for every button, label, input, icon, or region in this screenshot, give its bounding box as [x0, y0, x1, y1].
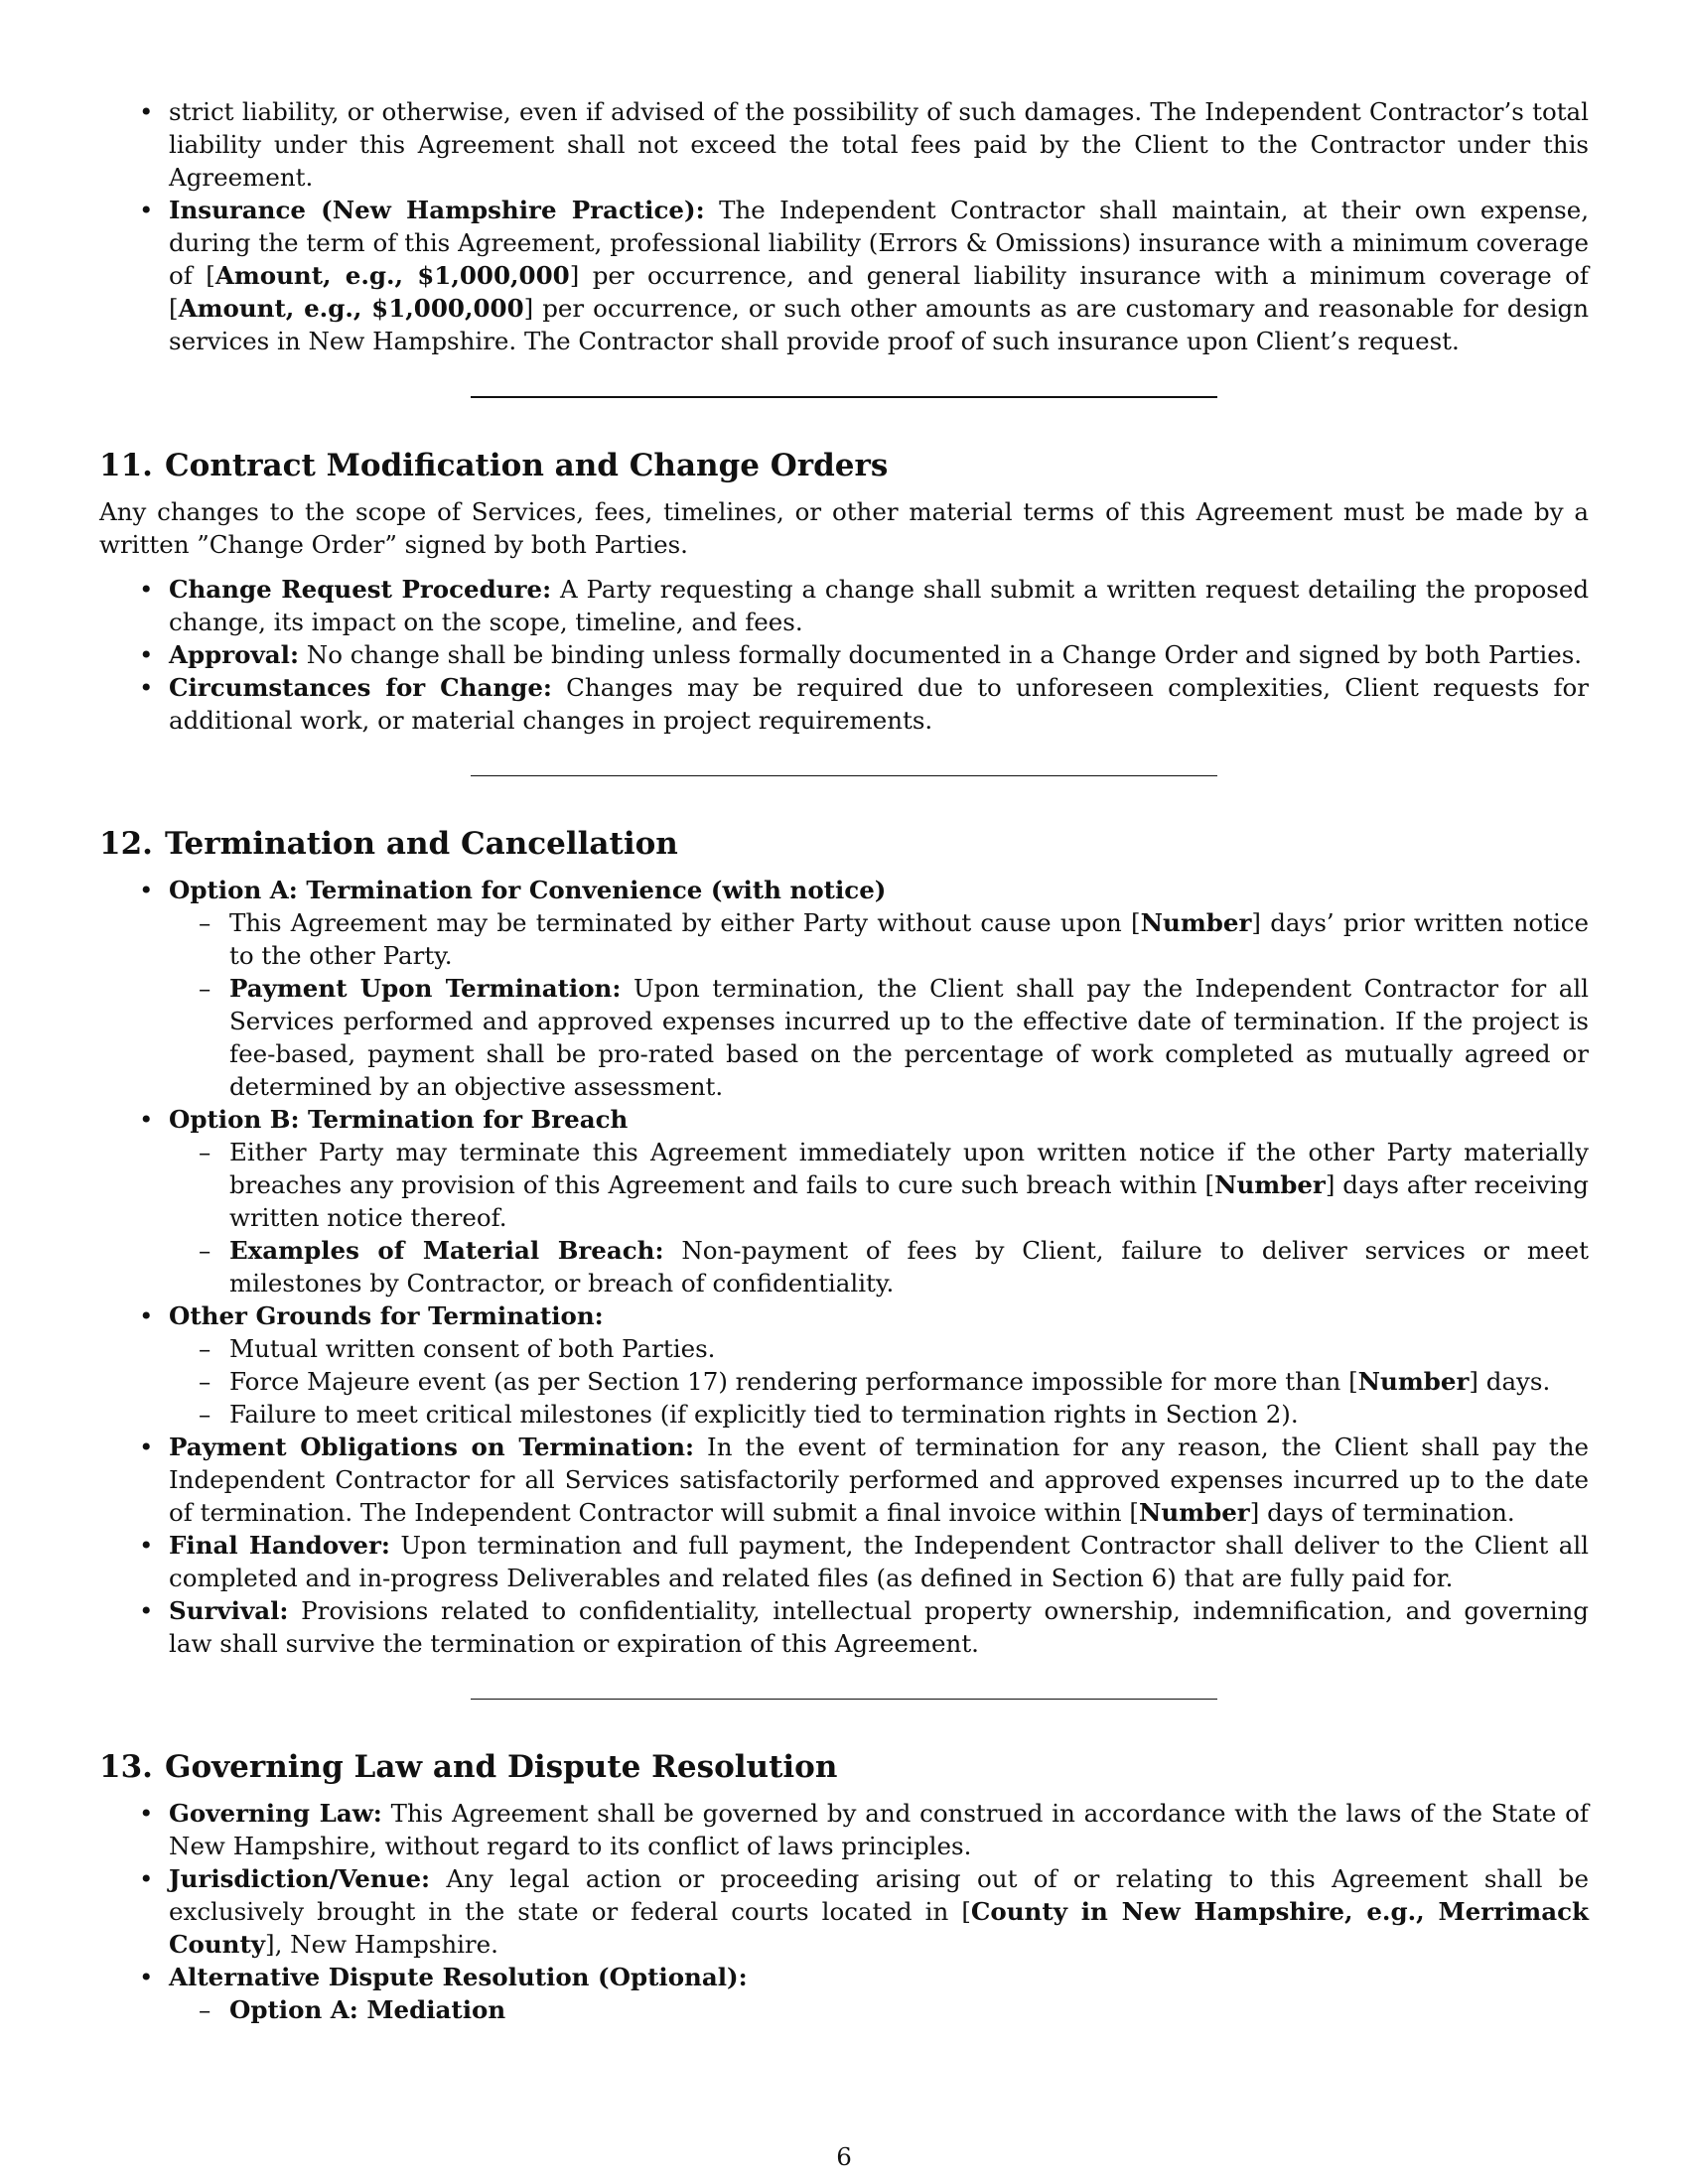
- sub-item-text: Failure to meet critical milestones (if explicitly tied to termination rights in Section 2).: [229, 1400, 1299, 1429]
- sub-item-text: ] days.: [1469, 1367, 1551, 1396]
- list-item-survival: [99, 1594, 1589, 1660]
- item-text: In the event of termination for any reason, the Client shall pay the Independent Contractor for all Services satisfactorily performed and approved expenses incurred up to the date of termination. The Independent Contractor will submit a final invoice within [: [169, 1433, 1589, 1527]
- list-item-option-a: [99, 874, 1589, 1103]
- item-text: Upon termination and full payment, the Independent Contractor shall deliver to the Client all completed and in-progress Deliverables and related files (as defined in Section 6) that are fully paid for.: [169, 1531, 1589, 1592]
- section-12-heading: [99, 824, 1589, 864]
- section-13-heading: [99, 1747, 1589, 1787]
- insurance-amount-1: Amount, e.g., $1,000,000: [214, 261, 570, 290]
- sub-item-text: ] days’ prior written notice to the other Party.: [229, 908, 1590, 970]
- item-text: No change shall be binding unless formally documented in a Change Order and signed by both Parties.: [298, 640, 1583, 669]
- sub-item-text: Mutual written consent of both Parties.: [229, 1334, 716, 1363]
- list-item-adr: [99, 1961, 1589, 2026]
- list-item-venue: [99, 1862, 1589, 1961]
- sub-item-label: Option A: Mediation: [229, 1995, 506, 2024]
- item-label: Option A: Termination for Convenience (with notice): [169, 876, 887, 904]
- item-label: Approval:: [169, 640, 299, 669]
- placeholder-number: Number: [1140, 908, 1252, 937]
- sub-item: [169, 1234, 1589, 1299]
- sub-item-text: This Agreement may be terminated by either Party without cause upon [: [229, 908, 1141, 937]
- section-12-list: [99, 874, 1589, 1660]
- sub-item-text: Non-payment of fees by Client, failure to deliver services or meet milestones by Contractor, or breach of confidentiality.: [229, 1236, 1589, 1297]
- list-item-other-grounds: [99, 1299, 1589, 1431]
- list-item: [99, 573, 1589, 638]
- sub-item: [169, 1993, 1589, 2026]
- item-text: Provisions related to confidentiality, intellectual property ownership, indemnification, and governing law shall survive the termination or expiration of this Agreement.: [169, 1596, 1589, 1658]
- placeholder-number: Number: [1138, 1498, 1250, 1527]
- list-item: [99, 638, 1589, 671]
- item-text: Changes may be required due to unforeseen complexities, Client requests for additional work, or material changes in project requirements.: [169, 673, 1589, 735]
- item-label: Circumstances for Change:: [169, 673, 552, 702]
- sub-item: [169, 1332, 1589, 1365]
- item-label: Survival:: [169, 1596, 289, 1625]
- sub-list: [169, 1332, 1589, 1431]
- sub-item: [169, 1136, 1589, 1234]
- item-label: Option B: Termination for Breach: [169, 1105, 629, 1134]
- carryover-text: strict liability, or otherwise, even if advised of the possibility of such damages. The Independent Contractor’s total liability under this Agreement shall not exceed the total fees paid by the Client to the Contractor under this Agreement.: [169, 97, 1589, 192]
- placeholder-number: Number: [1357, 1367, 1470, 1396]
- sub-list: [169, 1136, 1589, 1299]
- section-title: Termination and Cancellation: [165, 826, 678, 862]
- sub-item: [169, 1365, 1589, 1398]
- list-item-payment: [99, 1431, 1589, 1529]
- section-title: Contract Modification and Change Orders: [165, 448, 889, 483]
- sub-item: [169, 972, 1589, 1103]
- list-item: [99, 95, 1589, 194]
- sub-list: [169, 906, 1589, 1103]
- insurance-text-1: The Independent Contractor shall maintain, at their own expense, during the term of this Agreement, professional liability (Errors & Omissions) insurance with a minimum coverage of [: [169, 196, 1589, 290]
- sub-item-text: Force Majeure event (as per Section 17) rendering performance impossible for more than [: [229, 1367, 1358, 1396]
- section-11-list: [99, 573, 1589, 737]
- sub-item-text: ] days after receiving written notice thereof.: [229, 1170, 1589, 1232]
- section-divider: [471, 396, 1217, 398]
- section-number: 13.: [99, 1749, 153, 1785]
- section-divider: [471, 775, 1217, 776]
- item-label: Other Grounds for Termination:: [169, 1301, 604, 1330]
- document-page: [99, 95, 1589, 2026]
- item-label: Final Handover:: [169, 1531, 390, 1560]
- section-13-list: [99, 1797, 1589, 2026]
- item-label: Alternative Dispute Resolution (Optional):: [169, 1963, 748, 1991]
- item-label: Change Request Procedure:: [169, 575, 552, 604]
- section-divider: [471, 1699, 1217, 1700]
- item-text: This Agreement shall be governed by and construed in accordance with the laws of the State of New Hampshire, without regard to its conflict of laws principles.: [169, 1799, 1589, 1860]
- sub-item: [169, 1398, 1589, 1431]
- item-label: Governing Law:: [169, 1799, 382, 1828]
- list-item: [99, 671, 1589, 737]
- insurance-label: Insurance (New Hampshire Practice):: [169, 196, 705, 224]
- section-title: Governing Law and Dispute Resolution: [165, 1749, 838, 1785]
- placeholder-number: Number: [1214, 1170, 1326, 1199]
- sub-item-text: Either Party may terminate this Agreement immediately upon written notice if the other Party materially breaches any provision of this Agreement and fails to cure such breach within [: [229, 1138, 1589, 1199]
- section-11-heading: [99, 446, 1589, 485]
- insurance-amount-2: Amount, e.g., $1,000,000: [178, 294, 524, 323]
- list-item-insurance: [99, 194, 1589, 357]
- insurance-text-2: ] per occurrence, and general liability insurance with a minimum coverage of [: [169, 261, 1589, 323]
- item-label: Jurisdiction/Venue:: [169, 1864, 431, 1893]
- section-number: 12.: [99, 826, 153, 862]
- sub-list: [169, 1993, 1589, 2026]
- item-label: Payment Obligations on Termination:: [169, 1433, 695, 1461]
- page-number: 6: [836, 2142, 852, 2171]
- sub-item-label: Examples of Material Breach:: [229, 1236, 664, 1265]
- insurance-text-3: ] per occurrence, or such other amounts as are customary and reasonable for design services in New Hampshire. The Contractor shall provide proof of such insurance upon Client’s request.: [169, 294, 1589, 355]
- list-item-handover: [99, 1529, 1589, 1594]
- section-11-intro: Any changes to the scope of Services, fees, timelines, or other material terms of this Agreement must be made by a written ”Change Order” signed by both Parties.: [99, 497, 1589, 559]
- placeholder-county: County in New Hampshire, e.g., Merrimack County: [169, 1897, 1589, 1959]
- item-text: A Party requesting a change shall submit a written request detailing the proposed change, its impact on the scope, timeline, and fees.: [169, 575, 1590, 636]
- list-item-option-b: [99, 1103, 1589, 1299]
- item-text: Any legal action or proceeding arising out of or relating to this Agreement shall be exclusively brought in the state or federal courts located in [: [169, 1864, 1589, 1926]
- sub-item-text: Upon termination, the Client shall pay the Independent Contractor for all Services performed and approved expenses incurred up to the effective date of termination. If the project is fee-based, payment shall be pro-rated based on the percentage of work completed as mutually agreed or determined by an objective assessment.: [229, 974, 1589, 1101]
- carryover-list: [99, 95, 1589, 357]
- sub-item-label: Payment Upon Termination:: [229, 974, 622, 1003]
- sub-item: [169, 906, 1589, 972]
- list-item-governing-law: [99, 1797, 1589, 1862]
- item-text: ] days of termination.: [1249, 1498, 1515, 1527]
- item-text: ], New Hampshire.: [265, 1930, 498, 1959]
- section-number: 11.: [99, 448, 153, 483]
